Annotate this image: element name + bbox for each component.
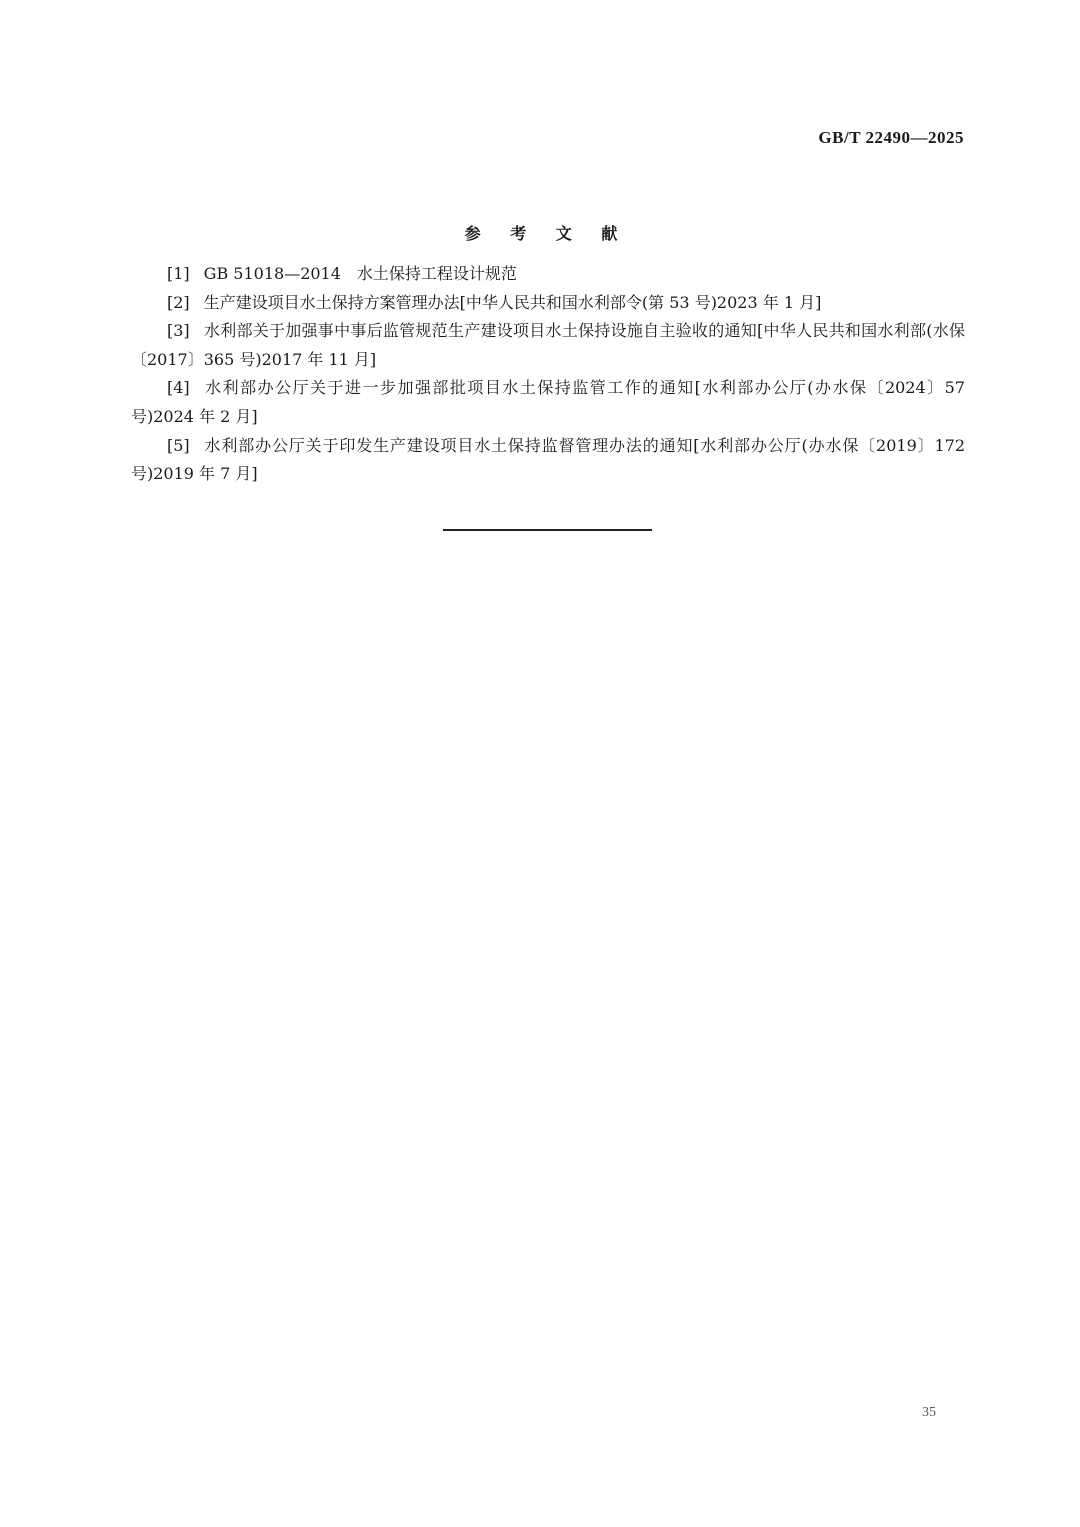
- reference-number: [3]: [167, 321, 190, 341]
- reference-item: [131, 374, 965, 431]
- reference-item: [131, 289, 965, 318]
- reference-item: [131, 260, 965, 289]
- reference-number: [1]: [167, 264, 190, 283]
- reference-number: [5]: [167, 435, 190, 455]
- reference-list: [131, 260, 965, 489]
- standard-code: GB/T 22490—2025: [818, 128, 964, 147]
- reference-item: [131, 317, 965, 374]
- reference-number: [4]: [167, 378, 190, 398]
- reference-text: 水利部办公厅关于印发生产建设项目水土保持监督管理办法的通知[水利部办公厅(办水保〔2019〕172 号)2019 年 7 月]: [131, 435, 965, 484]
- reference-text: 水利部办公厅关于进一步加强部批项目水土保持监管工作的通知[水利部办公厅(办水保〔2024〕57 号)2024 年 2 月]: [131, 378, 965, 426]
- reference-text: GB 51018—2014 水土保持工程设计规范: [203, 264, 517, 283]
- reference-text: 水利部关于加强事中事后监管规范生产建设项目水土保持设施自主验收的通知[中华人民共和国水利部(水保〔2017〕365 号)2017 年 11 月]: [131, 321, 965, 369]
- section-title: 参 考 文 献: [464, 224, 630, 243]
- end-rule: [443, 529, 652, 531]
- reference-number: [2]: [167, 292, 190, 312]
- reference-text: 生产建设项目水土保持方案管理办法[中华人民共和国水利部令(第 53 号)2023 年 1 月]: [203, 292, 822, 312]
- reference-item: [131, 432, 965, 489]
- page-number: 35: [922, 1405, 936, 1420]
